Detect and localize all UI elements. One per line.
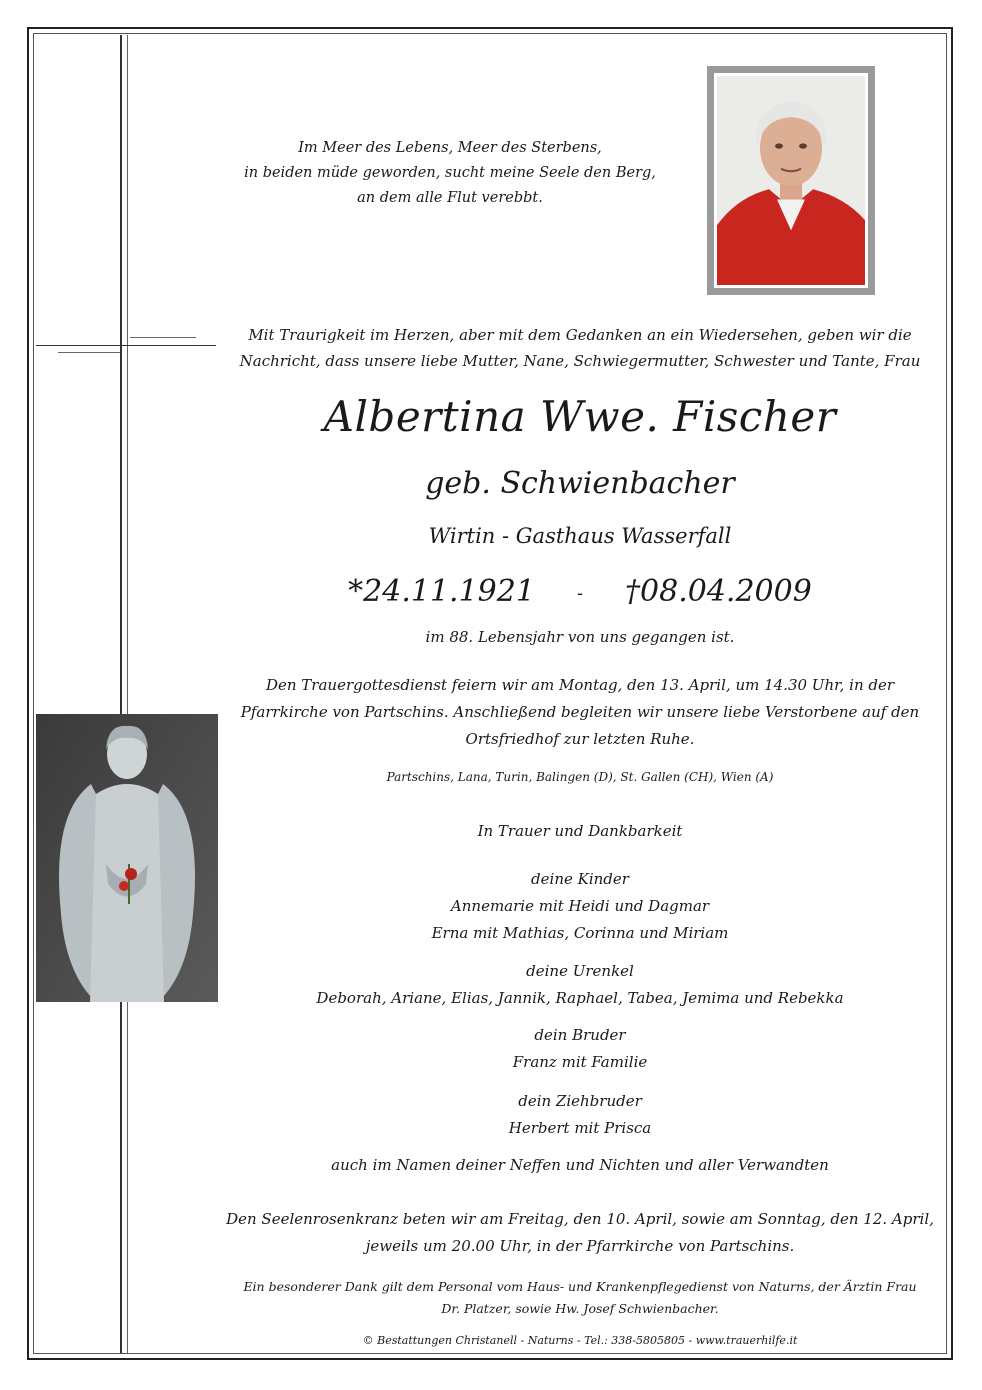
- fosterbrother-line: Herbert mit Prisca: [508, 1119, 652, 1137]
- intro-line: Nachricht, dass unsere liebe Mutter, Nane, Schwiegermutter, Schwester und Tante, Frau: [239, 352, 921, 370]
- maiden-name: geb. Schwienbacher: [425, 466, 735, 501]
- portrait-photo: [707, 66, 875, 295]
- thanks-line: Dr. Platzer, sowie Hw. Josef Schwienbacher.: [441, 1301, 719, 1316]
- acknowledgement: [220, 1276, 940, 1320]
- brother-line: Franz mit Familie: [512, 1053, 648, 1071]
- greatgrand-line: Deborah, Ariane, Elias, Jannik, Raphael, Tabea, Jemima und Rebekka: [316, 989, 844, 1007]
- children-line: Erna mit Mathias, Corinna und Miriam: [431, 924, 729, 942]
- thanks-line: Ein besonderer Dank gilt dem Personal vom Haus- und Krankenpflegedienst von Naturns, der Ärztin Frau: [243, 1279, 917, 1294]
- death-date: †08.04.2009: [625, 574, 812, 609]
- announcement-intro: [220, 322, 940, 374]
- funeral-home-credit: © Bestattungen Christanell - Naturns - Tel.: 338-5805805 - www.trauerhilfe.it: [362, 1334, 798, 1347]
- rosary-line: jeweils um 20.00 Uhr, in der Pfarrkirche von Partschins.: [365, 1237, 795, 1255]
- rosary-notice: [220, 1206, 940, 1260]
- quote-line: an dem alle Flut verebbt.: [357, 190, 543, 206]
- fosterbrother-group: [220, 1088, 940, 1142]
- brother-group: [220, 1022, 940, 1076]
- opening-quote: [240, 136, 660, 211]
- intro-line: Mit Traurigkeit im Herzen, aber mit dem Gedanken an ein Wiedersehen, geben wir die: [248, 326, 912, 344]
- greatgrandchildren-group: [220, 958, 940, 1012]
- rosary-line: Den Seelenrosenkranz beten wir am Freitag, den 10. April, sowie am Sonntag, den 12. April,: [226, 1210, 934, 1228]
- brother-label: dein Bruder: [534, 1026, 626, 1044]
- fosterbrother-label: dein Ziehbruder: [518, 1092, 642, 1110]
- service-line: Pfarrkirche von Partschins. Anschließend begleiten wir unsere liebe Verstorbene auf den: [240, 703, 920, 721]
- angel-statue-image: [36, 714, 218, 1002]
- mourners-heading: In Trauer und Dankbarkeit: [477, 822, 683, 840]
- relatives-line: auch im Namen deiner Neffen und Nichten und aller Verwandten: [331, 1156, 829, 1174]
- date-separator: -: [576, 582, 584, 604]
- quote-line: Im Meer des Lebens, Meer des Sterbens,: [298, 140, 602, 156]
- service-line: Ortsfriedhof zur letzten Ruhe.: [465, 730, 695, 748]
- places-list: Partschins, Lana, Turin, Balingen (D), St. Gallen (CH), Wien (A): [386, 770, 774, 784]
- funeral-service: [220, 672, 940, 753]
- age-line: im 88. Lebensjahr von uns gegangen ist.: [425, 628, 735, 646]
- greatgrand-label: deine Urenkel: [526, 962, 634, 980]
- life-dates: [220, 574, 940, 609]
- children-group: [220, 866, 940, 947]
- birth-date: *24.11.1921: [348, 574, 535, 609]
- occupation: Wirtin - Gasthaus Wasserfall: [428, 524, 732, 548]
- quote-line: in beiden müde geworden, sucht meine Seele den Berg,: [244, 165, 656, 181]
- service-line: Den Trauergottesdienst feiern wir am Montag, den 13. April, um 14.30 Uhr, in der: [265, 676, 895, 694]
- children-line: Annemarie mit Heidi und Dagmar: [450, 897, 710, 915]
- deceased-name: Albertina Wwe. Fischer: [323, 392, 837, 441]
- children-label: deine Kinder: [531, 870, 629, 888]
